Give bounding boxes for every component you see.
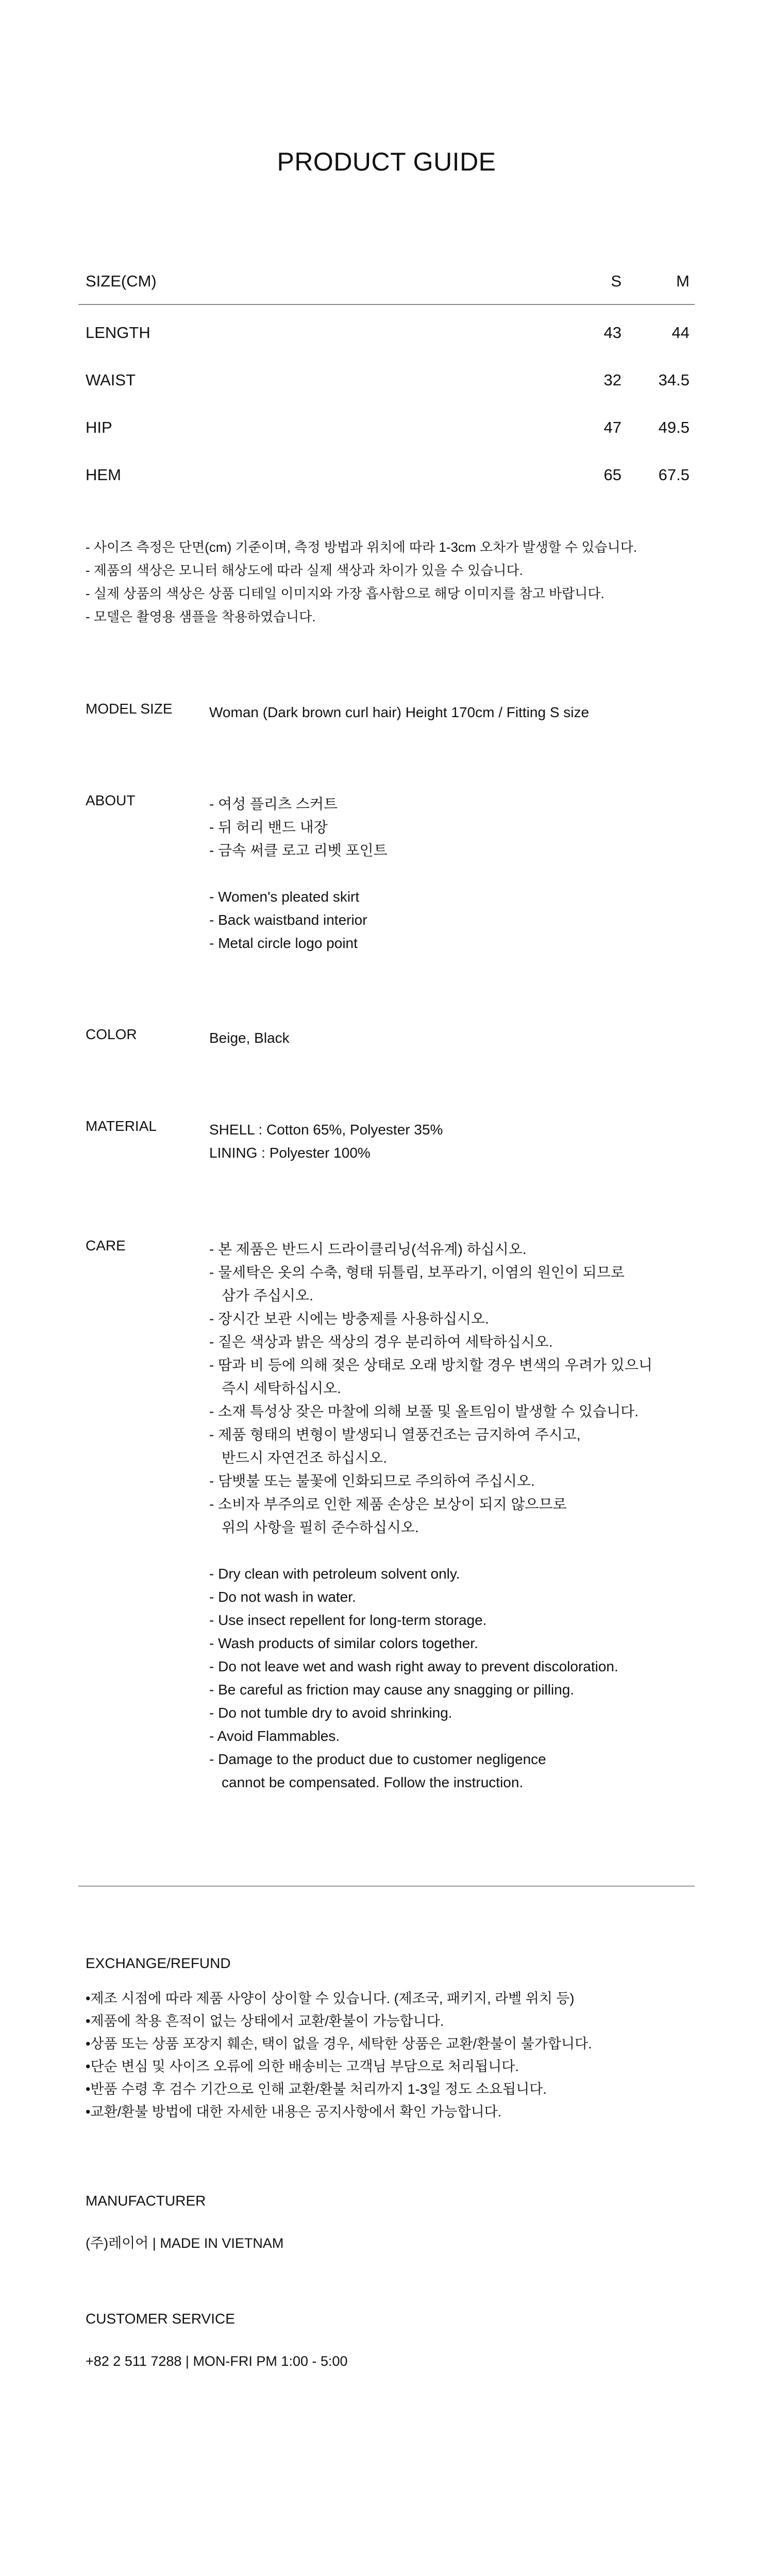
care-line: - Dry clean with petroleum solvent only. — [209, 1566, 460, 1582]
size-table-header — [78, 263, 695, 305]
care-content — [209, 1238, 652, 1794]
page-title: PRODUCT GUIDE — [277, 147, 496, 176]
manufacturer-section — [86, 2193, 283, 2255]
about-line: - Back waistband interior — [209, 912, 367, 928]
section-divider — [78, 1886, 695, 1887]
about-line: - Women's pleated skirt — [209, 889, 360, 905]
material-label: MATERIAL — [86, 1118, 157, 1134]
care-line: 삼가 주십시오. — [222, 1287, 313, 1303]
care-line: cannot be compensated. Follow the instruction. — [222, 1774, 524, 1790]
care-line: - 장시간 보관 시에는 방충제를 사용하십시오. — [209, 1311, 489, 1327]
row-m-value: 67.5 — [658, 466, 690, 484]
care-line: - Do not leave wet and wash right away to prevent discoloration. — [209, 1658, 618, 1674]
material-content — [209, 1118, 443, 1164]
header-m: M — [676, 272, 690, 290]
table-row — [78, 355, 695, 403]
row-label: HIP — [86, 418, 112, 436]
row-s-value: 65 — [603, 466, 621, 484]
row-label: LENGTH — [86, 324, 150, 342]
row-s-value: 32 — [603, 371, 621, 389]
model-size-label: MODEL SIZE — [86, 701, 173, 717]
row-label: HEM — [86, 466, 121, 484]
row-s-value: 43 — [603, 324, 621, 342]
model-size-value: Woman (Dark brown curl hair) Height 170cm / Fitting S size — [209, 704, 590, 720]
row-label: WAIST — [86, 371, 136, 389]
measurement-notes — [86, 536, 637, 629]
about-content — [209, 792, 388, 955]
row-m-value: 49.5 — [658, 418, 690, 436]
table-row — [78, 308, 695, 355]
manufacturer-value: (주)레이어 | MADE IN VIETNAM — [86, 2235, 284, 2251]
care-line: - 제품 형태의 변형이 발생되니 열풍건조는 금지하여 주시고, — [209, 1427, 581, 1443]
exchange-line: •제품에 착용 흔적이 없는 상태에서 교환/환불이 가능합니다. — [86, 2013, 444, 2029]
exchange-line: •반품 수령 후 검수 기간으로 인해 교환/환불 처리까지 1-3일 정도 소요됩니다. — [86, 2081, 547, 2097]
table-row — [78, 450, 695, 498]
note-line: - 사이즈 측정은 단면(cm) 기준이며, 측정 방법과 위치에 따라 1-3cm 오차가 발생할 수 있습니다. — [86, 539, 637, 555]
care-line: 즉시 세탁하십시오. — [222, 1380, 341, 1396]
material-line: SHELL : Cotton 65%, Polyester 35% — [209, 1122, 443, 1138]
care-line: - 짙은 색상과 밝은 색상의 경우 분리하여 세탁하십시오. — [209, 1334, 553, 1350]
care-line: - 물세탁은 옷의 수축, 형태 뒤틀림, 보푸라기, 이염의 원인이 되므로 — [209, 1264, 625, 1280]
about-line: - 금속 써클 로고 리벳 포인트 — [209, 842, 388, 858]
care-line: - 소재 특성상 잦은 마찰에 의해 보풀 및 올트임이 발생할 수 있습니다. — [209, 1403, 638, 1419]
care-line: - 본 제품은 반드시 드라이클리닝(석유계) 하십시오. — [209, 1241, 527, 1257]
row-m-value: 34.5 — [658, 371, 690, 389]
manufacturer-heading: MANUFACTURER — [86, 2193, 206, 2209]
care-label: CARE — [86, 1238, 126, 1253]
care-line: - Wash products of similar colors together. — [209, 1635, 478, 1651]
exchange-refund-section — [86, 1955, 592, 2123]
care-line: - Do not tumble dry to avoid shrinking. — [209, 1705, 452, 1721]
header-size: SIZE(CM) — [86, 272, 157, 290]
exchange-heading: EXCHANGE/REFUND — [86, 1955, 231, 1971]
about-line: - 여성 플리츠 스커트 — [209, 796, 338, 812]
color-label: COLOR — [86, 1026, 137, 1042]
care-line: - 소비자 부주의로 인한 제품 손상은 보상이 되지 않으므로 — [209, 1496, 567, 1512]
exchange-line: •교환/환불 방법에 대한 자세한 내용은 공지사항에서 확인 가능합니다. — [86, 2104, 502, 2120]
note-line: - 실제 상품의 색상은 상품 디테일 이미지와 가장 흡사함으로 해당 이미지를 참고 바랍니다. — [86, 586, 604, 601]
customer-service-value: +82 2 511 7288 | MON-FRI PM 1:00 - 5:00 — [86, 2353, 348, 2369]
exchange-line: •단순 변심 및 사이즈 오류에 의한 배송비는 고객님 부담으로 처리됩니다. — [86, 2059, 519, 2074]
table-row — [78, 403, 695, 450]
customer-service-section — [86, 2311, 348, 2372]
about-line: - Metal circle logo point — [209, 935, 358, 951]
care-line: - 담뱃불 또는 불꽃에 인화되므로 주의하여 주십시오. — [209, 1473, 535, 1489]
size-table — [78, 263, 695, 498]
care-line: - Do not wash in water. — [209, 1589, 356, 1605]
row-s-value: 47 — [603, 418, 621, 436]
exchange-line: •상품 또는 상품 포장지 훼손, 택이 없을 경우, 세탁한 상품은 교환/환불이 불가합니다. — [86, 2036, 592, 2052]
note-line: - 제품의 색상은 모니터 해상도에 따라 실제 색상과 차이가 있을 수 있습니다. — [86, 563, 523, 578]
material-line: LINING : Polyester 100% — [209, 1145, 371, 1161]
header-s: S — [611, 272, 621, 290]
customer-service-heading: CUSTOMER SERVICE — [86, 2311, 235, 2327]
care-line: - Avoid Flammables. — [209, 1728, 340, 1744]
exchange-line: •제조 시점에 따라 제품 사양이 상이할 수 있습니다. (제조국, 패키지, 라벨 위치 등) — [86, 1991, 575, 2006]
care-line: 위의 사항을 필히 준수하십시오. — [222, 1519, 419, 1535]
care-line: - Use insect repellent for long-term storage. — [209, 1612, 487, 1628]
care-line: - 땀과 비 등에 의해 젖은 상태로 오래 방치할 경우 변색의 우려가 있으니 — [209, 1357, 653, 1373]
care-line: - Be careful as friction may cause any snagging or pilling. — [209, 1682, 575, 1698]
color-value: Beige, Black — [209, 1030, 290, 1046]
care-line: - Damage to the product due to customer negligence — [209, 1751, 546, 1767]
row-m-value: 44 — [671, 324, 690, 342]
about-line: - 뒤 허리 밴드 내장 — [209, 819, 328, 835]
care-line: 반드시 자연건조 하십시오. — [222, 1450, 387, 1466]
about-label: ABOUT — [86, 792, 136, 808]
note-line: - 모델은 촬영용 샘플을 착용하였습니다. — [86, 609, 316, 624]
